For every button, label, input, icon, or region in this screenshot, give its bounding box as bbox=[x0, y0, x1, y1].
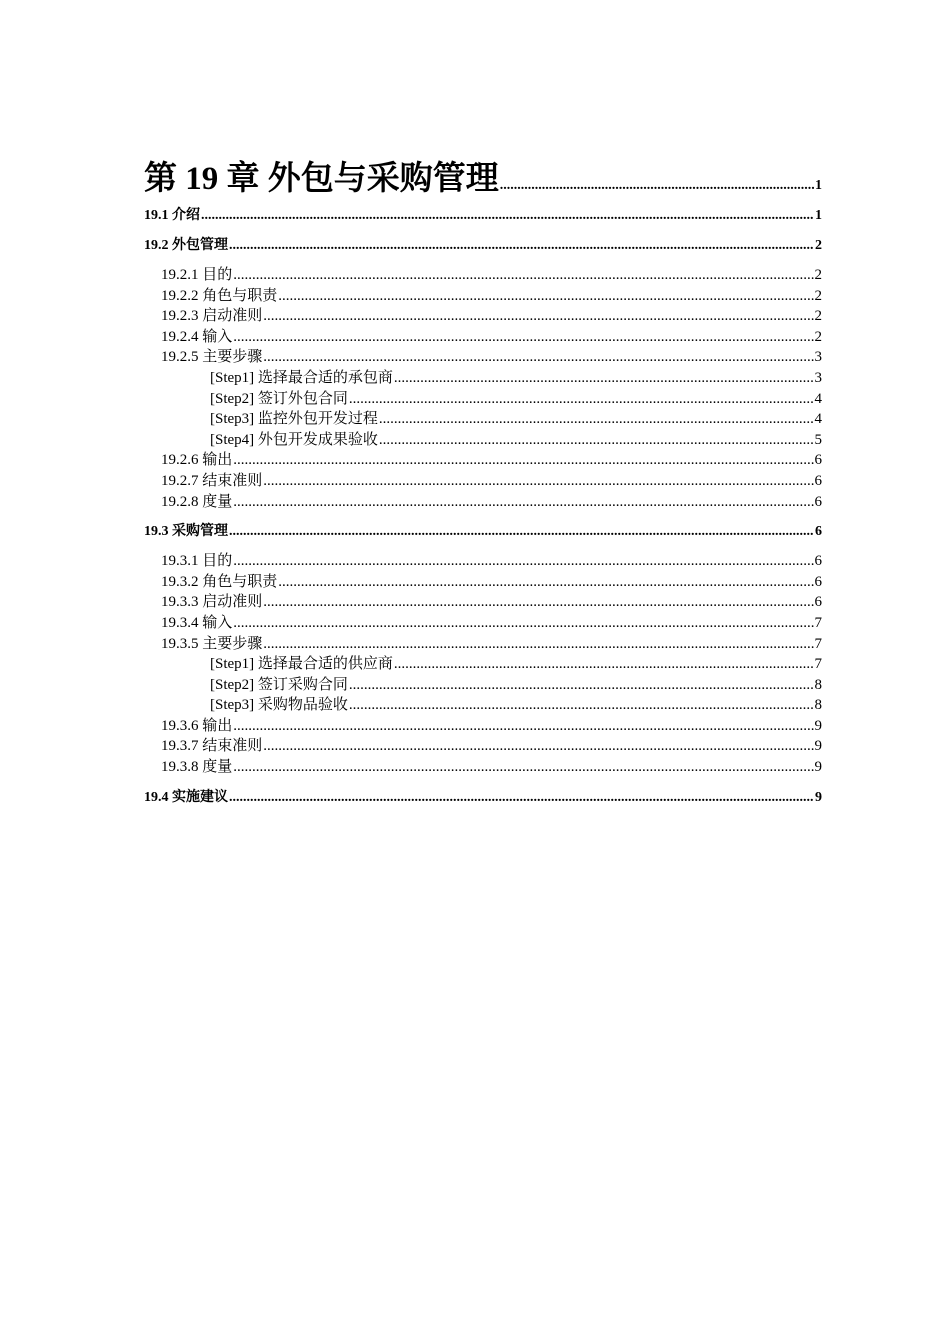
dot-leader bbox=[379, 409, 814, 430]
dot-leader bbox=[500, 178, 814, 194]
toc-subsection-entry[interactable] bbox=[144, 347, 822, 368]
toc-entry-title: 19.3.6 输出 bbox=[161, 717, 233, 734]
dot-leader bbox=[229, 788, 814, 808]
toc-page-number: 7 bbox=[814, 614, 822, 631]
toc-subsection-entry[interactable] bbox=[144, 634, 822, 655]
toc-page-number: 1 bbox=[815, 178, 822, 193]
toc-step-entry[interactable] bbox=[144, 430, 822, 451]
dot-leader bbox=[349, 695, 814, 716]
toc-step-entry[interactable] bbox=[144, 675, 822, 696]
toc-subsection-entry[interactable] bbox=[144, 471, 822, 492]
toc-page-number: 6 bbox=[814, 553, 822, 570]
toc-entry-title: [Step2] 签订采购合同 bbox=[210, 676, 348, 693]
toc-page-number: 3 bbox=[814, 369, 822, 386]
toc-page-number: 7 bbox=[814, 635, 822, 652]
toc-step-entry[interactable] bbox=[144, 368, 822, 389]
toc-subsection-entry[interactable] bbox=[144, 265, 822, 286]
toc-page-number: 8 bbox=[814, 676, 822, 693]
dot-leader bbox=[233, 757, 813, 778]
toc-entry-title: 19.2.2 角色与职责 bbox=[161, 287, 278, 304]
toc-page-number: 2 bbox=[814, 328, 822, 345]
toc-page-number: 4 bbox=[814, 390, 822, 407]
toc-entry-title: [Step1] 选择最合适的供应商 bbox=[210, 656, 393, 673]
toc-subsection-entry[interactable] bbox=[144, 450, 822, 471]
dot-leader bbox=[233, 492, 813, 513]
toc-page-number: 6 bbox=[814, 594, 822, 611]
dot-leader bbox=[278, 572, 813, 593]
toc-entry-title: 19.2.1 目的 bbox=[161, 267, 233, 283]
toc-page-number: 2 bbox=[814, 308, 822, 325]
dot-leader bbox=[233, 551, 813, 572]
toc-subsection-entry[interactable] bbox=[144, 492, 822, 513]
toc-subsection-entry[interactable] bbox=[144, 757, 822, 778]
toc-page-number: 2 bbox=[815, 238, 822, 253]
toc-page-number: 6 bbox=[814, 493, 822, 510]
toc-entry-title: 19.3.8 度量 bbox=[161, 759, 233, 776]
dot-leader bbox=[233, 613, 813, 634]
dot-leader bbox=[379, 430, 814, 451]
toc-entry-title: 19.3.2 角色与职责 bbox=[161, 573, 278, 590]
toc-page-number: 7 bbox=[814, 656, 822, 673]
toc-entry-title: 19.2.5 主要步骤 bbox=[161, 349, 263, 366]
toc-entry-title: 19.3.3 启动准则 bbox=[161, 594, 263, 611]
toc-subsection-entry[interactable] bbox=[144, 306, 822, 327]
toc-entry-title: [Step1] 选择最合适的承包商 bbox=[210, 369, 393, 386]
dot-leader bbox=[394, 368, 814, 389]
toc-subsection-entry[interactable] bbox=[144, 551, 822, 572]
toc-section-entry[interactable] bbox=[144, 522, 822, 542]
dot-leader bbox=[349, 675, 814, 696]
toc-page-number: 4 bbox=[814, 411, 822, 428]
toc-step-entry[interactable] bbox=[144, 389, 822, 410]
toc-page-number: 6 bbox=[814, 573, 822, 590]
toc-entry-title: [Step3] 监控外包开发过程 bbox=[210, 411, 378, 428]
toc-subsection-entry[interactable] bbox=[144, 736, 822, 757]
dot-leader bbox=[233, 716, 813, 737]
toc-entry-title: 19.2.3 启动准则 bbox=[161, 308, 263, 325]
toc-entry-title: [Step4] 外包开发成果验收 bbox=[210, 431, 378, 448]
toc-entry-title: 19.3.5 主要步骤 bbox=[161, 635, 263, 652]
toc-page-number: 9 bbox=[814, 759, 822, 776]
toc-page-number: 1 bbox=[815, 208, 822, 223]
toc-subsection-entry[interactable] bbox=[144, 572, 822, 593]
toc-entry-title: 19.2 外包管理 bbox=[144, 238, 228, 253]
table-of-contents bbox=[144, 152, 822, 808]
dot-leader bbox=[263, 347, 813, 368]
toc-subsection-entry[interactable] bbox=[144, 286, 822, 307]
toc-entry-title: 19.3 采购管理 bbox=[144, 524, 228, 540]
toc-entry-title: 第 19 章 外包与采购管理 bbox=[144, 161, 499, 197]
toc-page-number: 9 bbox=[814, 738, 822, 755]
dot-leader bbox=[278, 286, 813, 307]
toc-entry-title: 19.3.7 结束准则 bbox=[161, 738, 263, 755]
dot-leader bbox=[263, 634, 813, 655]
toc-section-entry[interactable] bbox=[144, 236, 822, 256]
dot-leader bbox=[233, 450, 813, 471]
toc-subsection-entry[interactable] bbox=[144, 613, 822, 634]
toc-chapter-entry[interactable] bbox=[144, 152, 822, 204]
dot-leader bbox=[394, 654, 814, 675]
dot-leader bbox=[201, 206, 814, 226]
dot-leader bbox=[263, 736, 813, 757]
toc-page-number: 8 bbox=[814, 697, 822, 714]
dot-leader bbox=[263, 306, 813, 327]
toc-step-entry[interactable] bbox=[144, 654, 822, 675]
dot-leader bbox=[263, 471, 813, 492]
toc-subsection-entry[interactable] bbox=[144, 592, 822, 613]
dot-leader bbox=[349, 389, 814, 410]
toc-page-number: 6 bbox=[814, 452, 822, 469]
toc-section-entry[interactable] bbox=[144, 788, 822, 808]
dot-leader bbox=[233, 327, 813, 348]
toc-step-entry[interactable] bbox=[144, 409, 822, 430]
toc-entry-title: 19.3.4 输入 bbox=[161, 614, 233, 631]
toc-entry-title: 19.1 介绍 bbox=[144, 208, 200, 223]
toc-entry-title: [Step2] 签订外包合同 bbox=[210, 390, 348, 407]
toc-page-number: 2 bbox=[814, 267, 822, 283]
toc-section-entry[interactable] bbox=[144, 206, 822, 226]
toc-entry-title: 19.2.7 结束准则 bbox=[161, 472, 263, 489]
dot-leader bbox=[229, 522, 814, 542]
toc-step-entry[interactable] bbox=[144, 695, 822, 716]
toc-entry-title: 19.2.8 度量 bbox=[161, 493, 233, 510]
dot-leader bbox=[233, 265, 813, 286]
toc-entry-title: 19.3.1 目的 bbox=[161, 553, 233, 570]
toc-page-number: 9 bbox=[814, 717, 822, 734]
dot-leader bbox=[263, 592, 813, 613]
toc-page-number: 6 bbox=[815, 524, 822, 540]
toc-entry-title: 19.4 实施建议 bbox=[144, 789, 228, 805]
toc-page-number: 6 bbox=[814, 472, 822, 489]
dot-leader bbox=[229, 236, 814, 256]
toc-entry-title: 19.2.4 输入 bbox=[161, 328, 233, 345]
toc-subsection-entry[interactable] bbox=[144, 716, 822, 737]
toc-page-number: 3 bbox=[814, 349, 822, 366]
toc-page-number: 2 bbox=[814, 287, 822, 304]
toc-entry-title: 19.2.6 输出 bbox=[161, 452, 233, 469]
toc-page-number: 5 bbox=[814, 431, 822, 448]
toc-subsection-entry[interactable] bbox=[144, 327, 822, 348]
toc-page-number: 9 bbox=[815, 789, 822, 805]
toc-entry-title: [Step3] 采购物品验收 bbox=[210, 697, 348, 714]
